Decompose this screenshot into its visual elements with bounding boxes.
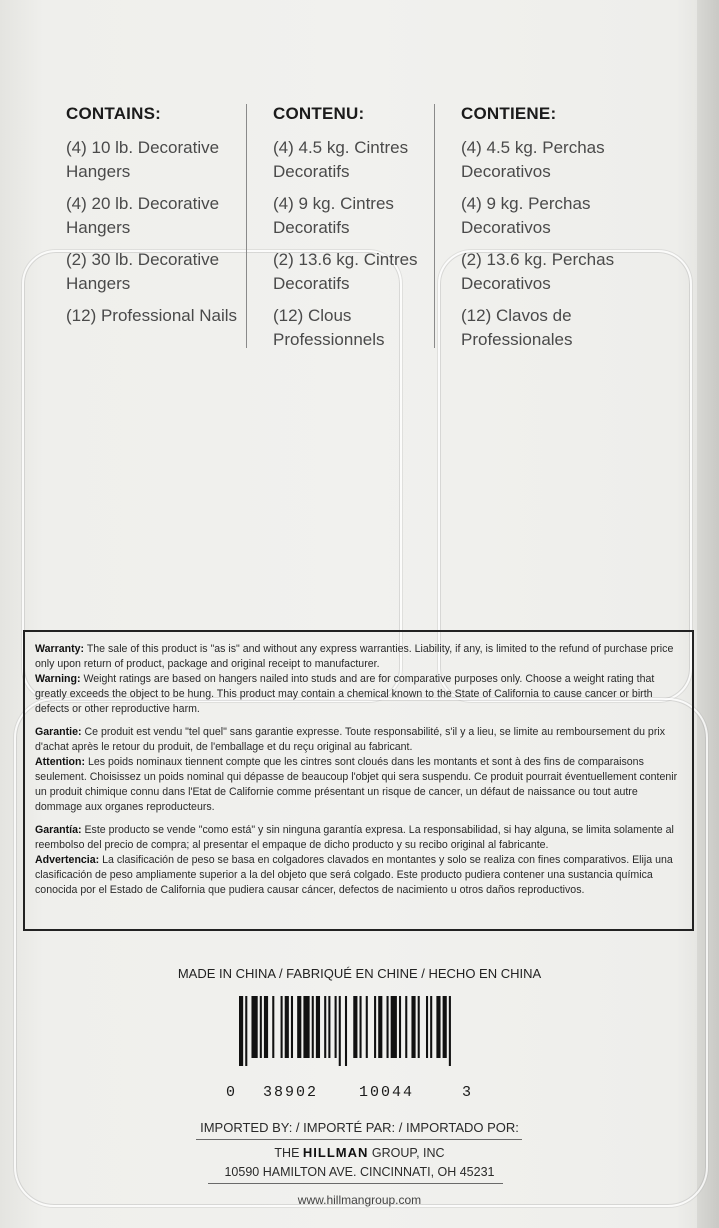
garantie-text: Ce produit est vendu "tel quel" sans garantie expresse. Toute responsabilité, s'il y a lieu, se limite au remboursement du prix d'achat après le retour du produit, de l'emballage et du reçu original au fabricant. <box>35 726 665 753</box>
contents-item: (2) 30 lb. Decorative Hangers <box>66 250 220 293</box>
barcode-left-digits: 38902 <box>263 1084 319 1101</box>
barcode-bar <box>297 996 301 1058</box>
importer-rule <box>196 1139 522 1140</box>
contents-item: (4) 9 kg. Cintres Decoratifs <box>273 194 394 237</box>
contents-spanish <box>461 104 621 360</box>
barcode-bar <box>418 996 420 1058</box>
barcode-bar <box>387 996 389 1058</box>
barcode-bar <box>339 996 341 1066</box>
barcode-bar <box>324 996 326 1058</box>
barcode-check-digit: 3 <box>462 1084 472 1101</box>
barcode-right-digits: 10044 <box>359 1084 415 1101</box>
attention-text: Les poids nominaux tiennent compte que les cintres sont cloués dans les montants et sont à des fins de comparaisons seulement. Choisissez un poids nominal qui dépasse de beaucoup l'objet qui sera suspendu. Ce produit pourrait éventuellement contenir un produit chimique connu dans l'Etat de Californie comme présentant un risque de cancer, un défaut de naissance ou tout autre dommage aux organes reproducteurs. <box>35 756 678 813</box>
upc-barcode <box>239 996 453 1066</box>
company-suffix: GROUP, INC <box>371 1146 445 1160</box>
contents-english <box>66 104 241 336</box>
barcode-bar <box>345 996 347 1066</box>
barcode-bar <box>312 996 314 1058</box>
garantie-label: Garantie: <box>35 726 82 738</box>
contents-item: (4) 9 kg. Perchas Decorativos <box>461 194 591 237</box>
barcode-bar <box>426 996 428 1058</box>
barcode-bar <box>443 996 447 1058</box>
attention-label: Attention: <box>35 756 86 768</box>
garantia-label: Garantía: <box>35 824 82 836</box>
hillman-logo: HILLMAN <box>302 1145 369 1160</box>
barcode-bar <box>405 996 407 1058</box>
column-divider <box>246 104 247 348</box>
contents-item: (4) 10 lb. Decorative Hangers <box>66 138 220 181</box>
barcode-bar <box>399 996 401 1058</box>
barcode-bar <box>285 996 289 1058</box>
barcode-lead-digit: 0 <box>226 1084 236 1101</box>
barcode-bar <box>316 996 320 1058</box>
barcode-bar <box>374 996 376 1058</box>
barcode-bar <box>291 996 293 1058</box>
contents-item: (12) Professional Nails <box>66 306 238 325</box>
barcode-bar <box>391 996 397 1058</box>
warranty-notice-box <box>23 630 694 931</box>
warranty-label: Warranty: <box>35 643 85 655</box>
barcode-bar <box>335 996 337 1058</box>
warning-label: Warning: <box>35 673 81 685</box>
contents-heading: CONTENU: <box>273 104 365 123</box>
contents-item: (4) 4.5 kg. Cintres Decoratifs <box>273 138 409 181</box>
contents-item: (2) 13.6 kg. Perchas Decorativos <box>461 250 615 293</box>
barcode-bar <box>245 996 247 1066</box>
notice-french <box>35 725 682 815</box>
advertencia-label: Advertencia: <box>35 854 100 866</box>
contents-item: (4) 20 lb. Decorative Hangers <box>66 194 220 237</box>
warranty-text: The sale of this product is "as is" and without any express warranties. Liability, if any, is limited to the refund of purchase price only upon return of product, package and original receipt to manufacturer. <box>35 643 674 670</box>
warning-text: Weight ratings are based on hangers nailed into studs and are for comparative purposes only. Choose a weight rating that greatly exceeds the object to be hung. This product may contain a chemical known to the State of California to cause cancer or birth defects or other reproductive harm. <box>35 673 655 715</box>
barcode-bar <box>449 996 451 1066</box>
advertencia-text: La clasificación de peso se basa en colgadores clavados en montantes y solo se realiza con fines comparativos. Elija una clasificación de peso ampliamente superior a la del objeto que será colgado. Este producto pudiera contener una sustancia química conocida por el Estado de California que pudiera causar cáncer, defectos de nacimiento u otros daños reproductivos. <box>35 854 673 896</box>
garantia-text: Este producto se vende "como está" y sin ninguna garantía expresa. La responsabilidad, si hay alguna, se limita solamente al reembolso del precio de compra; al presentar el empaque de dicho producto y su recibo original al fabricante. <box>35 824 674 851</box>
barcode-bar <box>264 996 268 1058</box>
importer-address: 10590 HAMILTON AVE. CINCINNATI, OH 45231 <box>224 1165 495 1179</box>
column-divider <box>434 104 435 348</box>
contents-french <box>273 104 423 360</box>
barcode-bar <box>272 996 274 1058</box>
barcode-bar <box>360 996 362 1058</box>
notice-spanish <box>35 823 682 898</box>
company-prefix: THE <box>274 1146 300 1160</box>
barcode-bar <box>239 996 243 1066</box>
imported-by-label: IMPORTED BY: / IMPORTÉ PAR: / IMPORTADO POR: <box>200 1120 519 1135</box>
barcode-bar <box>366 996 368 1058</box>
website-link[interactable]: www.hillmangroup.com <box>297 1193 422 1207</box>
barcode-bar <box>328 996 330 1058</box>
barcode-bar <box>303 996 309 1058</box>
contents-heading: CONTIENE: <box>461 104 557 123</box>
made-in-label: MADE IN CHINA / FABRIQUÉ EN CHINE / HECHO EN CHINA <box>177 966 542 981</box>
contents-item: (12) Clavos de Professionales <box>461 306 573 349</box>
package-edge <box>697 0 719 1228</box>
contents-item: (4) 4.5 kg. Perchas Decorativos <box>461 138 605 181</box>
address-rule <box>208 1183 503 1184</box>
barcode-bar <box>411 996 415 1058</box>
barcode-bar <box>430 996 432 1058</box>
barcode-bar <box>353 996 357 1058</box>
contents-item: (12) Clous Professionnels <box>273 306 385 349</box>
notice-english <box>35 642 682 717</box>
importer-company <box>0 1145 719 1160</box>
barcode-bar <box>260 996 262 1058</box>
contents-item: (2) 13.6 kg. Cintres Decoratifs <box>273 250 418 293</box>
barcode-bar <box>281 996 283 1058</box>
barcode-bar <box>436 996 440 1058</box>
contents-heading: CONTAINS: <box>66 104 161 123</box>
barcode-bar <box>378 996 382 1058</box>
barcode-bar <box>251 996 257 1058</box>
